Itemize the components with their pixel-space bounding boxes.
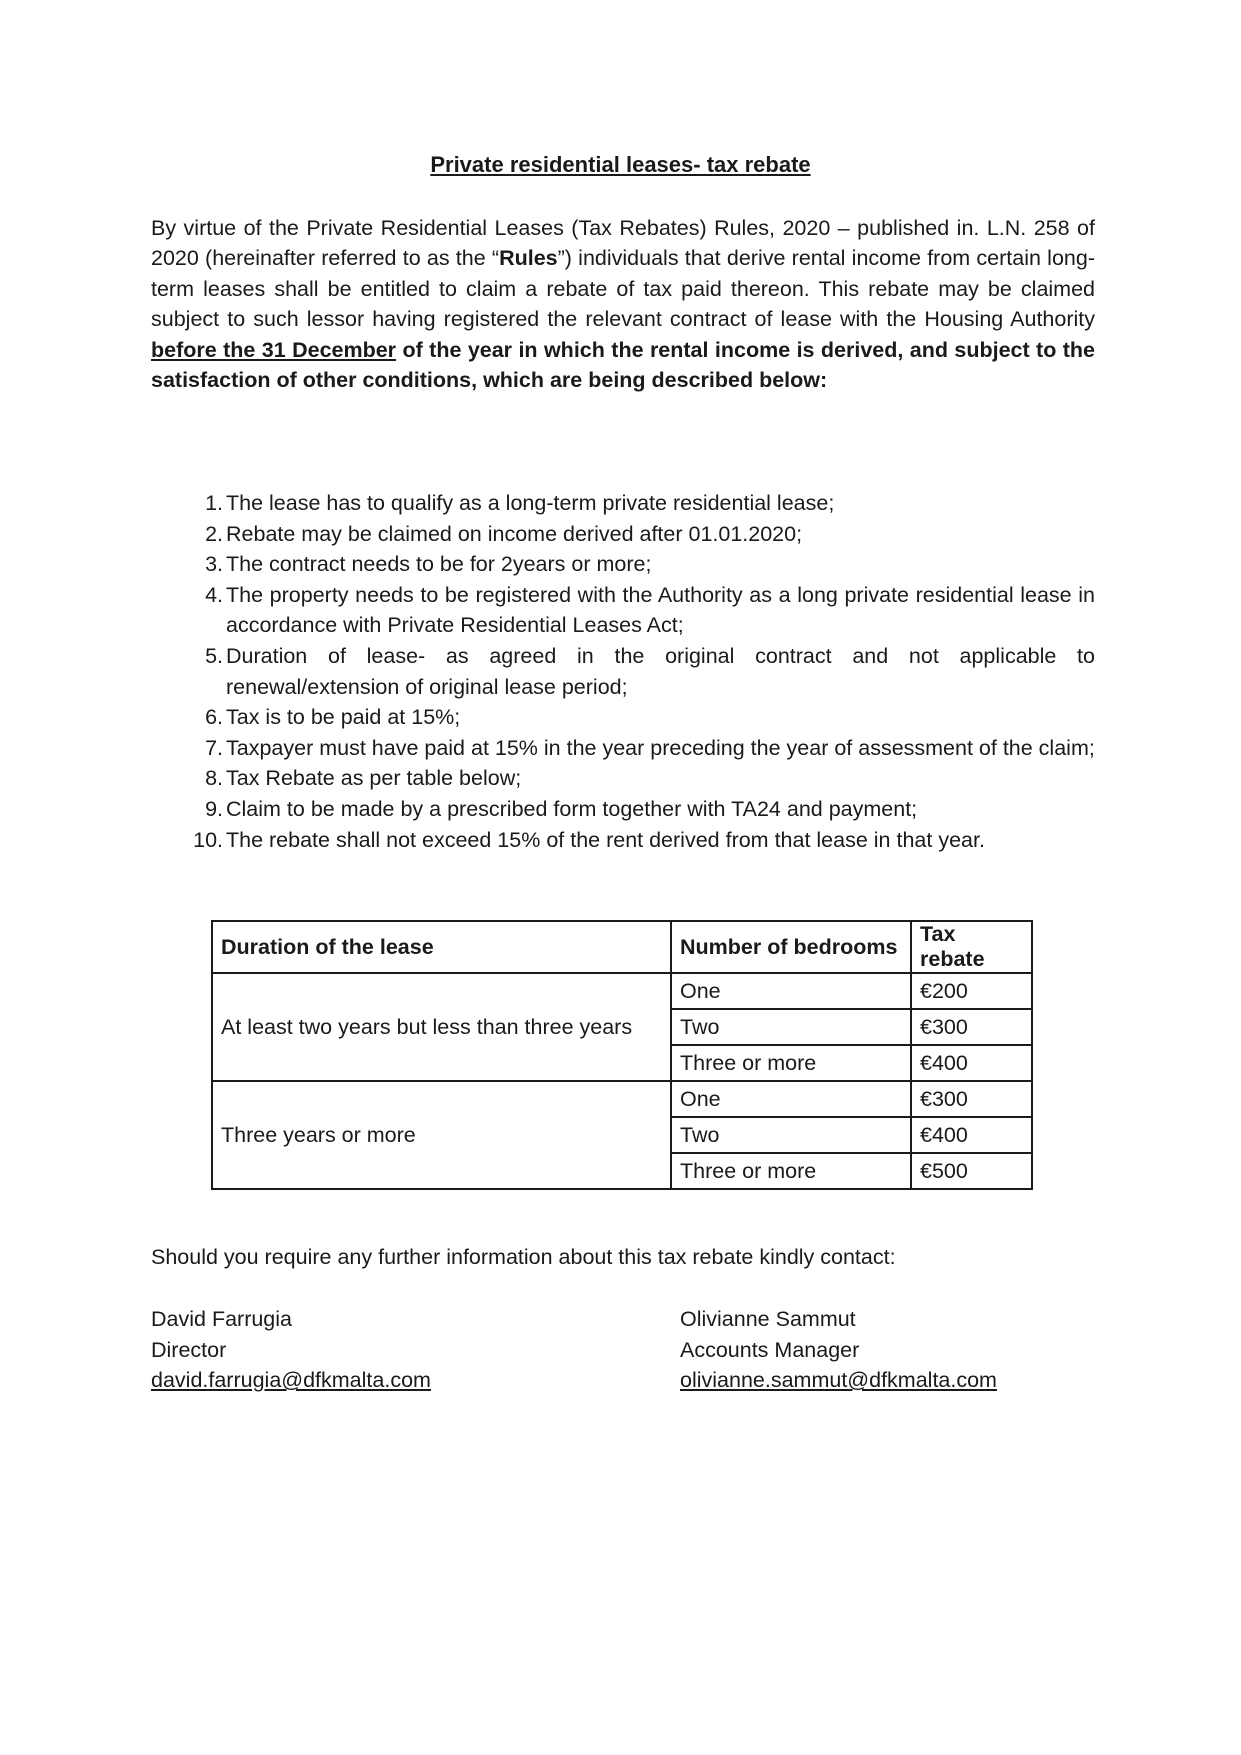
list-item-text: Duration of lease- as agreed in the original contract and not applicable to renewal/extension of original lease period; bbox=[226, 643, 1095, 699]
rebate-cell: €200 bbox=[911, 973, 1032, 1009]
tax-rebate-table bbox=[211, 920, 1033, 1190]
conditions-list bbox=[151, 488, 1095, 855]
list-item-text: The lease has to qualify as a long-term private residential lease; bbox=[226, 491, 835, 515]
list-item-text: Rebate may be claimed on income derived after 01.01.2020; bbox=[226, 521, 803, 546]
list-item-text: Claim to be made by a prescribed form together with TA24 and payment; bbox=[226, 796, 918, 821]
rebate-cell: €400 bbox=[911, 1117, 1032, 1153]
intro-paragraph bbox=[151, 213, 1095, 395]
contact-name: Olivianne Sammut bbox=[680, 1307, 856, 1331]
bedrooms-cell: One bbox=[671, 1081, 911, 1117]
list-item bbox=[151, 702, 1095, 733]
contact-prompt: Should you require any further information about this tax rebate kindly contact: bbox=[151, 1245, 896, 1269]
header-tax-rebate: Tax rebate bbox=[911, 921, 1032, 973]
list-item-number: 1. bbox=[205, 491, 223, 515]
contact-card-accounts-manager bbox=[680, 1304, 997, 1396]
list-item-text: The property needs to be registered with the Authority as a long private residential lease in accordance with Private Residential Leases Act; bbox=[226, 582, 1095, 638]
list-item bbox=[151, 549, 1095, 580]
list-item-number: 3. bbox=[205, 552, 223, 577]
list-item-number: 10. bbox=[193, 827, 223, 852]
contact-email-link[interactable]: olivianne.sammut@dfkmalta.com bbox=[680, 1368, 997, 1393]
bedrooms-cell: One bbox=[671, 973, 911, 1009]
list-item bbox=[151, 794, 1095, 825]
list-item bbox=[151, 763, 1095, 794]
rebate-cell: €300 bbox=[911, 1081, 1032, 1117]
list-item-number: 8. bbox=[205, 766, 223, 791]
rebate-cell: €400 bbox=[911, 1045, 1032, 1081]
list-item-number: 5. bbox=[205, 643, 223, 668]
table-row bbox=[212, 1081, 1032, 1117]
list-item-number: 2. bbox=[205, 521, 223, 546]
intro-text-1: By virtue of the Private Residential Leases (Tax Rebates) Rules, 2020 – published in. L.N. 258 of 2020 (hereinafter referred to as the “ bbox=[151, 216, 1095, 271]
contact-role: Director bbox=[151, 1337, 227, 1362]
list-item-text: The rebate shall not exceed 15% of the rent derived from that lease in that year. bbox=[226, 827, 985, 852]
bedrooms-cell: Three or more bbox=[671, 1045, 911, 1081]
contact-email-link[interactable]: david.farrugia@dfkmalta.com bbox=[151, 1368, 431, 1393]
bedrooms-cell: Three or more bbox=[671, 1153, 911, 1189]
document-title: Private residential leases- tax rebate bbox=[430, 152, 811, 177]
list-item bbox=[151, 641, 1095, 702]
intro-text-2: ”) individuals that derive rental income from certain long-term leases shall be entitled to claim a rebate of tax paid thereon. This rebate may be claimed subject to such lessor having registered the relevant contract of lease with the Housing Authority bbox=[151, 246, 1095, 332]
bedrooms-cell: Two bbox=[671, 1117, 911, 1153]
deadline-date: before the 31 December bbox=[151, 337, 397, 362]
list-item-number: 6. bbox=[205, 705, 223, 730]
rules-term: Rules bbox=[499, 246, 558, 271]
intro-text-3: of the year in which the rental income is derived, and subject to the satisfaction of other conditions, which are being described below: bbox=[151, 337, 1095, 393]
bedrooms-cell: Two bbox=[671, 1009, 911, 1045]
list-item bbox=[151, 488, 1095, 519]
contact-card-director bbox=[151, 1304, 431, 1396]
list-item bbox=[151, 733, 1095, 764]
list-item-number: 9. bbox=[205, 796, 223, 821]
list-item bbox=[151, 825, 1095, 856]
header-bedrooms: Number of bedrooms bbox=[671, 921, 911, 973]
contact-role: Accounts Manager bbox=[680, 1337, 860, 1362]
rebate-cell: €300 bbox=[911, 1009, 1032, 1045]
list-item-number: 7. bbox=[205, 735, 223, 760]
table-row bbox=[212, 973, 1032, 1009]
rebate-cell: €500 bbox=[911, 1153, 1032, 1189]
header-duration: Duration of the lease bbox=[212, 921, 671, 973]
list-item bbox=[151, 519, 1095, 550]
list-item-number: 4. bbox=[205, 582, 223, 607]
duration-cell: Three years or more bbox=[212, 1081, 671, 1189]
table-header-row bbox=[212, 921, 1032, 973]
deadline-emphasis bbox=[151, 338, 1095, 392]
list-item bbox=[151, 580, 1095, 641]
contact-name: David Farrugia bbox=[151, 1307, 292, 1331]
list-item-text: Taxpayer must have paid at 15% in the year preceding the year of assessment of the claim; bbox=[226, 735, 1095, 760]
duration-cell: At least two years but less than three years bbox=[212, 973, 671, 1081]
list-item-text: Tax is to be paid at 15%; bbox=[226, 705, 461, 730]
list-item-text: Tax Rebate as per table below; bbox=[226, 766, 522, 791]
list-item-text: The contract needs to be for 2years or more; bbox=[226, 552, 652, 577]
